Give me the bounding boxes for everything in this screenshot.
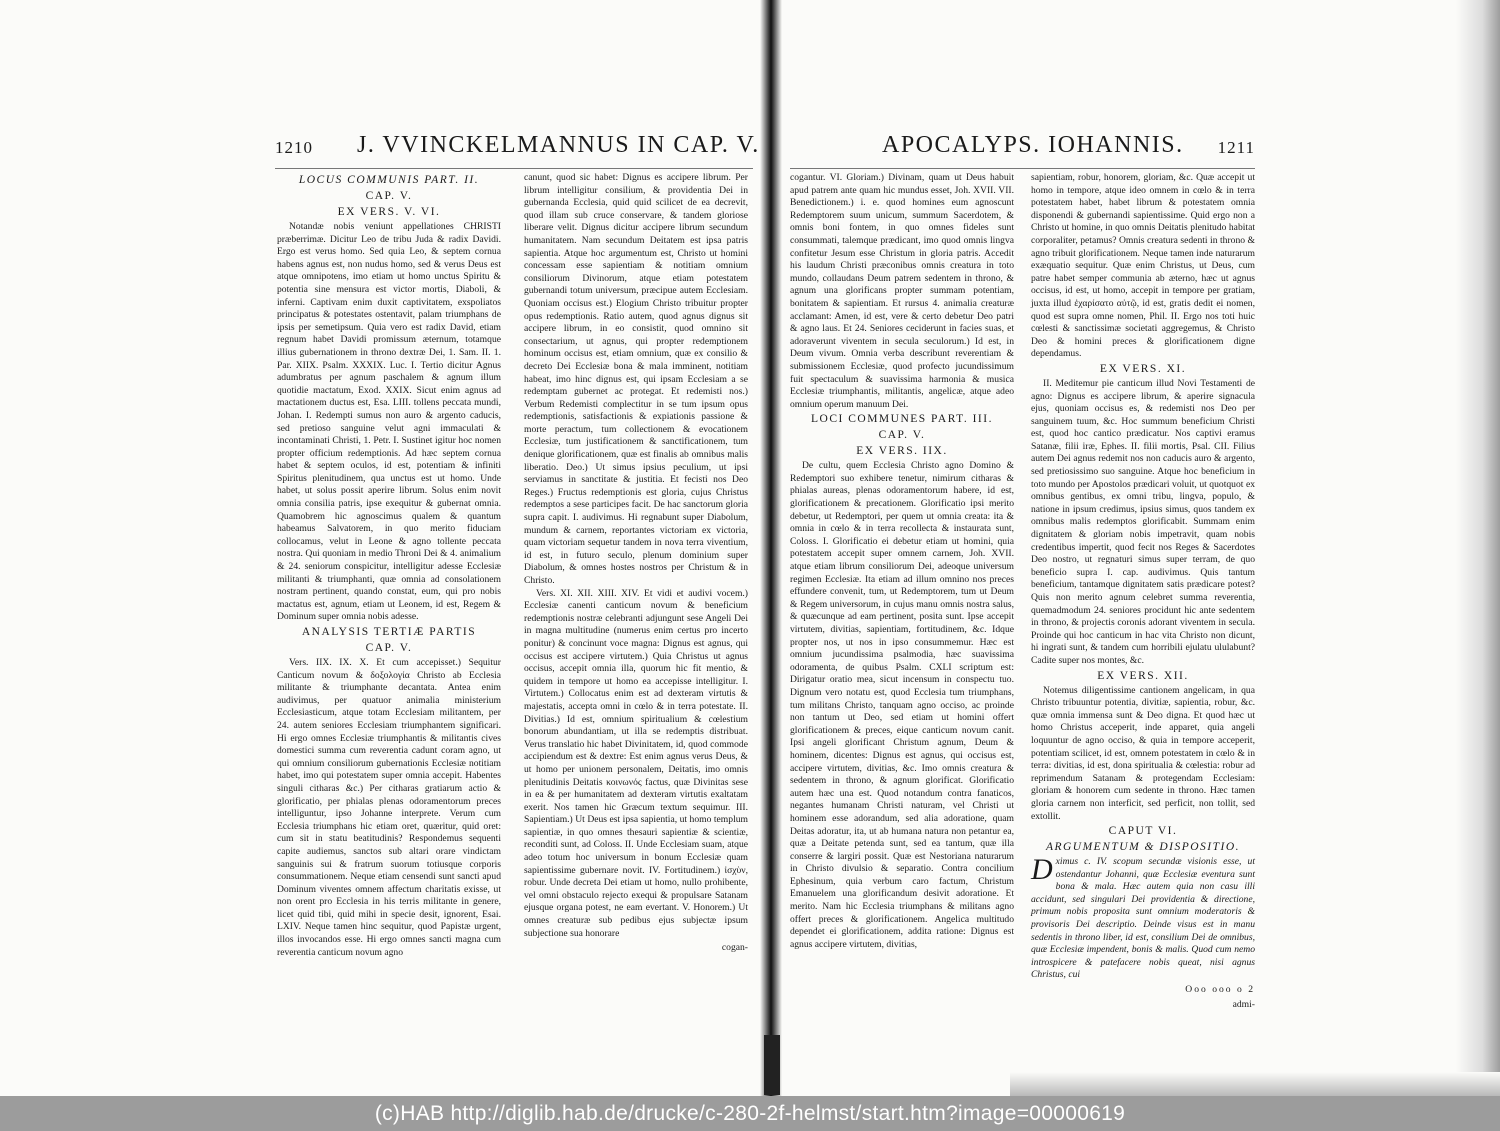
body-paragraph bbox=[790, 172, 1014, 411]
catchword: admi- bbox=[1232, 998, 1255, 1010]
left-page-header bbox=[275, 132, 760, 169]
paragraph-text: Vers. XI. XII. XIII. XIV. Et vidi et audivi vocem.) Ecclesiæ canenti canticum novum & beneficium redemptionis nostræ celebranti adjungunt sese Angeli Dei in magna multitudine (numerus enim certus pro incerto ponitur) & concinunt voce magna: Dignus est agnus, qui occisus est accipere virtutem.) Quia Christus ut agnus occisus, accepit omnia illa, quorum hic fit mentio, & quidem in tempore ut homo ea accepisse intelligitur. I. Virtutem.) Collocatus enim est ad dexteram virtutis & majestatis, accepta omni in cœlo & in terra potestate. II. Divitias.) Id est, omnium spiritualium & cœlestium bonorum abundantiam, ut illa se redemptis distribuat. Verus translatio hic habet Divinitatem, id, quod commode accipiendum est & dextre: Est enim agnus verus Deus, & ut homo per unionem personalem, Deitatis, imo omnis plenitudinis Deitatis κοινωνός factus, quæ Divinitas sese in ea & per humanitatem ad dexteram virtutis exaltatam exerit. Nos tamen hic Græcum textum sequimur. III. Sapientiam.) Ut Deus est ipsa sapientia, ut homo templum sapientiæ, in quo omnes thesauri sapientiæ & scientiæ, reconditi sunt, ad Coloss. II. Unde Ecclesiam suam, atque adeo totum hoc universum in bonum Ecclesiæ quam sapientissime gubernare novit. IV. Fortitudinem.) ἰσχὺν, robur. Unde decreta Dei etiam ut homo, nullo prohibente, vel omni obstaculo rejecto exequi & propulsare Satanam ejusque organa potest, ne eam evertant. V. Honorem.) Ut omnes creaturæ sub pedibus ejus subjectæ ipsum subjectione sua honorare bbox=[524, 587, 748, 939]
left-running-head: J. VVINCKELMANNUS IN CAP. V. bbox=[357, 132, 760, 158]
section-heading: CAP. V. bbox=[365, 190, 413, 202]
paragraph-text: sapientiam, robur, honorem, gloriam, &c. Quæ accepit ut homo in tempore, atque ideo omnem in cœlo & in terra potestatem habet, habet librum & potestatem omnia disponendi & gubernandi sapientissime. Quid ergo non a Christo ut homine, in quo omnis Deitatis plenitudo habitat corporaliter, petamus? Omnis creatura sedenti in throno & agno tribuit glorificationem. Neque tamen inde naturarum exæquatio sequitur. Quæ enim Christus, ut Deus, cum patre habet semper communia ab æterno, hæc ut agnus occisus, id est, ut homo, accepit in tempore per gratiam, juxta illud ἐχαρίσατο αὐτῷ, id est, gratis dedit ei nomen, quod est supra omne nomen, Phil. II. Ergo nos toti huic cœlesti & sanctissimæ societati aggregemus, & Christo Deo & homini preces & glorificationem digne dependamus. bbox=[1031, 172, 1255, 360]
left-page bbox=[275, 0, 760, 1096]
body-paragraph bbox=[524, 588, 748, 941]
gutter-binding-shadow bbox=[764, 1035, 780, 1095]
section-heading: ANALYSIS TERTIÆ PARTIS bbox=[301, 626, 477, 638]
paragraph-text: Notandæ nobis veniunt appellationes CHRISTI præberrimæ. Dicitur Leo de tribu Juda & radix Davidi. Ergo est verus homo. Sed quia Leo, & septem cornua habens agnus est, non nudus homo, sed & verus Deus est atque omnipotens, imo etiam ut homo unctus Spiritu & potentia sine mensura est victor mortis, Diaboli, & inferni. Captivam enim duxit captivitatem, exspoliatos principatus & potestates ostentavit, palam triumphans de ipsis per semetipsum. Quia vero est radix David, etiam regnum habet Davidi promissum æternum, totamque illius gubernationem in throno dextræ Dei, 1. Sam. II. 1. Par. XIIX. Psalm. XXXIX. Luc. I. Tertio dicitur Agnus adumbratus per agnum paschalem & agnum illum quotidie mactatum, Exod. XXIX. Sicut enim agnus ad mactationem ductus est, Esa. LIII. tollens peccata mundi, Johan. I. Redempti sumus non auro & argento caducis, sed pretioso sanguine velut agni immaculati & incontaminati Christi, 1. Petr. I. Sustinet igitur hoc nomen propter officium redemptionis. Ad hæc septem cornua habet & septem oculos, id est, potentiam & infiniti Spiritus plenitudinem, qua unctus est ut homo. Unde habet, ut solus possit aperire librum. Solus enim novit omnia consilia patris, ipse exequitur & gubernat omnia. Quamobrem hic agnoscimus qualem & quantum habeamus Salvatorem, in quo merito fiduciam collocamus, velut in Leone & agno tollente peccata nostra. Qui quoniam in medio Throni Dei & 4. animalium & 24. seniorum conspicitur, intelligitur adesse Ecclesiæ militanti & triumphanti, quæ omnia ad consolationem nostram pertinent, quando constat, eum, qui pro nobis mactatus est, agnum, etiam ut Leonem, id est, Regem & Dominum super omnia nobis adesse. bbox=[277, 221, 501, 623]
paragraph-text: De cultu, quem Ecclesia Christo agno Domino & Redemptori suo exhibere tenetur, nimirum citharas & phialas aureas, plenas odoramentorum habere, id est, glorificationem & precationem. Glorificatio ipsi merito debetur, ut Redemptori, per quem ut omnia creata: ita & omnia in cœlo & in terra recollecta & instaurata sunt, Coloss. I. Glorificatio ei debetur etiam ut homini, quia potestatem accepit super omnem carnem, Joh. XVII. atque etiam librum consiliorum Dei, adeoque universum regimen Ecclesiæ. Ita etiam ad illum omnino nos preces effundere convenit, tum, ut Redemptorem, tum ut Deum & Regem universorum, in cujus manu omnis nostra salus, & quæcunque ad eam pertinent, posita sunt. Ipse accepit virtutem, divitias, sapientiam, fortitudinem, &c. Idque propter nos, ut nos in ipso consummemur. Hæc est omnium jucundissima psalmodia, hæc suavissima odoramenta, de quibus Psalm. CXLI scriptum est: Dirigatur oratio mea, sicut incensum in conspectu tuo. Dignum vero notatu est, quod Ecclesia tum triumphans, tum militans Christo, tanquam agno occiso, ac proinde non tantum ut Deo, sed etiam ut homini offert glorificationem & preces, eique canticum novum canit. Ipsi angeli glorificant Christum agnum, Deum & hominem, dicentes: Dignus est agnus, qui occisus est, accipere virtutem, divitias, &c. Imo omnis creatura & sedentem in throno, & agnum glorificat. Glorificatio autem hæc una est. Quod notandum contra fanaticos, negantes humanam Christi naturam, vel Christi ut hominem esse adorandum, sed alia adoratione, quam Deitas adoratur, ita, ut ab humana natura non petantur ea, quæ a Deitate petenda sunt, sed ea tantum, quæ illa conserre & largiri possit. Quæ est Nestoriana naturarum in Christo divulsio & separatio. Contra concilium Ephesinum, quia verbum caro factum, Christum Emanuelem una glorificandum desivit adoratione. Et merito. Nam hic Ecclesia triumphans & militans agno offert preces & glorificationem. Angelica multitudo dependet ei glorificationem, addita ratione: Dignus est agnus accipere virtutem, divitias, bbox=[790, 460, 1014, 950]
section-heading: LOCI COMMUNES PART. III. bbox=[811, 413, 993, 426]
left-column-2 bbox=[524, 172, 748, 972]
section-heading: EX VERS. XII. bbox=[1097, 669, 1189, 682]
paragraph-text: canunt, quod sic habet: Dignus es accipere librum. Per librum intelligitur consilium, & providentia Dei in gubernanda Ecclesia, quid quid scilicet de ea decrevit, quod illam sub cruce conservare, & tandem gloriose liberare velit. Dignus dicitur accipere librum secundum humanitatem. Nam secundum Deitatem est ipsa patris sapientia. Atque hoc argumentum est, Christo ut homini concessam esse sapientiam & notitiam omnium consiliorum Divinorum, atque etiam potestatem gubernandi totum universum, præcipue autem Ecclesiam. Quoniam occisus est.) Elogium Christo tribuitur propter opus redemptionis. Ratio autem, quod agnus dignus sit accipere librum, in eo consistit, quod omnino sit consectarium, ut agnus, qui propter redemptionem hominum occisus est, etiam omnium, quæ ex consilio & decreto Dei Ecclesiæ bona & mala imminent, notitiam habeat, imo hinc dignus est, qui ipsam Ecclesiam a se redemptam gubernet ac protegat. Et redemisti nos.) Verbum Redemisti complectitur in se tum ipsum opus redemptionis, satisfactionis & expiationis passione & morte peractum, tum collectionem & evocationem Ecclesiæ, tum justificationem & sanctificationem, tum denique glorificationem, quæ est finalis ab omnibus malis liberatio. Deo.) Ut simus ipsius peculium, ut ipsi serviamus in sanctitate & justitia. Et fecisti nos Deo Reges.) Fructus redemptionis est gloria, cujus Christus redemptos a sese participes facit. De hac sanctorum gloria supra capit. I. audivimus. Hi regnabunt super Diabolum, mundum & carnem, reportantes victoriam ex victoria, quam victoriam sequetur tandem in nova terra viventium, id est, in futuro seculo, plenum dominium super Diabolum, & omnes hostes nostros per Christum & in Christo. bbox=[524, 172, 748, 586]
paragraph-text: II. Meditemur pie canticum illud Novi Testamenti de agno: Dignus es accipere librum, & aperire signacula ejus, quoniam occisus es, & redemisti nos Deo per sanguinem tuum, &c. Hoc summum beneficium Christi est, quod hoc cantico prædicatur. Nos captivi eramus Satanæ, filii iræ, Ephes. II. filii mortis, Psal. CII. Filius autem Dei agnus redemit nos non caducis auro & argento, sed pretiosissimo suo sanguine. Atque hoc beneficium in toto mundo per Apostolos prædicari voluit, ut quotquot ex omnibus gentibus, ex omni tribu, lingva, populo, & natione in ipsum credimus, ipsius simus, quos tandem ex omnibus malis redemptos glorificabit. Summam enim dignitatem & gloriam nobis impetravit, quam nobis credentibus impertit, quod fecit nos Reges & Sacerdotes Deo nostro, ut regnaturi simus super terram, de quo beneficio supra I. cap. audivimus. Quis tantum beneficium, tantamque dignitatem satis prædicare potest? Quis non merito agnum celebret summa reverentia, quemadmodum 24. seniores procidunt hic ante sedentem in throno, & projectis coronis adorant viventem in secula. Proinde qui hoc canticum in hac vita Christo non dicunt, hi ingrati sunt, & tandem cum horribili ejulatu ululabunt? Cadite super nos montes, &c. bbox=[1031, 377, 1255, 666]
copyright-footer bbox=[0, 1096, 1500, 1131]
left-folio: 1210 bbox=[275, 138, 313, 157]
body-paragraph bbox=[1031, 685, 1255, 824]
body-paragraph bbox=[1031, 378, 1255, 668]
body-paragraph bbox=[1031, 853, 1255, 982]
section-heading: CAP. V. bbox=[878, 429, 926, 442]
left-column-1 bbox=[277, 172, 501, 972]
section-heading: CAPUT VI. bbox=[1108, 825, 1178, 838]
section-heading: EX VERS. XI. bbox=[1099, 362, 1187, 375]
right-page-header bbox=[790, 132, 1255, 169]
body-paragraph bbox=[524, 172, 748, 588]
body-paragraph bbox=[790, 460, 1014, 951]
catchword: cogan- bbox=[721, 942, 748, 954]
book-gutter bbox=[760, 0, 782, 1096]
copyright-text: (c)HAB http://diglib.hab.de/drucke/c-280-2f-helmst/start.htm?image=00000619 bbox=[374, 1102, 1126, 1125]
body-paragraph bbox=[277, 221, 501, 624]
signature-mark: Ooo ooo o 2 bbox=[1185, 984, 1255, 996]
section-heading: LOCUS COMMUNIS PART. II. bbox=[298, 174, 480, 186]
section-heading: EX VERS. IIX. bbox=[856, 445, 948, 458]
paragraph-text: Vers. IIX. IX. X. Et cum accepisset.) Sequitur Canticum novum & δοξολογία Christo ab Ecclesia militante & triumphante decantata. Antea enim audivimus, per quatuor animalia ministerium Ecclesiasticum, atque totam Ecclesiam militantem, per 24. autem seniores Ecclesiam triumphantem significari. Hi ergo omnes Ecclesiæ triumphantis & militantis cives domestici summa cum reverentia cadunt coram agno, ut qui omnium consiliorum gubernationis Ecclesiæ notitiam habet, imo qui potestatem super omnia accepit. Habentes singuli citharas &c.) Per citharas gratiarum actio & glorificatio, per phialas plenas odoramentorum preces intelliguntur, ipso Johanne interprete. Verum cum Ecclesia triumphans hic etiam oret, quæritur, quid oret: cum sit in statu beatitudinis? Respondemus sequenti capite audiemus, sanctos sub altari orare vindictam sanguinis sui & fratrum suorum totiusque corporis consummationem. Neque etiam censendi sunt sancti apud Dominum viventes omnem affectum charitatis exisse, ut non orent pro Ecclesia in his terris militante in genere, licet quid tibi, quid mihi in specie desit, ignorent, Esai. LXIV. Neque tamen hinc sequitur, quod Papistæ urgent, illos invocandos esse. Hi ergo omnes sancti magna cum reverentia canticum novum agno bbox=[277, 657, 501, 958]
page-edge-shadow bbox=[1456, 0, 1500, 1096]
section-heading: EX VERS. V. VI. bbox=[337, 206, 441, 218]
right-column-1 bbox=[790, 172, 1014, 972]
drop-capital: D bbox=[1031, 853, 1053, 887]
right-folio: 1211 bbox=[1217, 138, 1255, 157]
paragraph-text: cogantur. VI. Gloriam.) Divinam, quam ut Deus habuit apud patrem ante quam hic mundus esset, Joh. XVII. VII. Benedictionem.) i. e. quod homines eum agnoscunt Redemptorem suum unicum, summum Sacerdotem, & omnis boni fontem, in quo omnes fideles sunt consummati, talemque prædicant, imo quod omnis lingva confitetur Jesum esse Christum in gloria patris. Accedit his laudum Christi præconibus omnis creatura in toto mundo, collaudans Deum patrem sedentem in throno, & agnum una glorificans propter summam potentiam, bonitatem & sapientiam. Et rursus 4. animalia creaturæ acclamant: Amen, id est, vere & certo debetur Deo patri & agno laus. Et 24. Seniores ceciderunt in facies suas, et adoraverunt viventem in secula seculorum.) Id est, in Deum vivum. Omnia verba describunt reverentiam & submissionem Ecclesiæ, quod profecto jucundissimum fuit spectaculum & suavissima harmonia & musica Ecclesiæ triumphantis, militantis, angelicæ, atque adeo omnium operum manuum Dei. bbox=[790, 172, 1014, 410]
right-running-head: APOCALYPS. IOHANNIS. bbox=[882, 132, 1184, 158]
paragraph-text: Notemus diligentissime cantionem angelicam, in qua Christo tribuuntur potentia, divitiæ, sapientia, robur, &c. quæ omnia immensa sunt & Deo digna. Et quod hæc ut homo Christus acceperit, inde apparet, quia angeli loquuntur de agno occiso, & quia in tempore acceperit, potentiam scilicet, id est, omnem potestatem in cœlo & in terra: divitias, id est, dona spiritualia & cœlestia: robur ad reprimendum Satanam & protegendam Ecclesiam: gloriam & honorem cum sedente in throno. Hæc tamen gloria carnem non interficit, sed perficit, non tollit, sed extollit. bbox=[1031, 684, 1255, 822]
section-heading: ARGUMENTUM & DISPOSITIO. bbox=[1045, 841, 1241, 854]
right-column-2 bbox=[1031, 172, 1255, 1010]
body-paragraph bbox=[1031, 172, 1255, 361]
section-heading: CAP. V. bbox=[365, 642, 413, 654]
body-paragraph bbox=[277, 657, 501, 959]
right-page bbox=[790, 0, 1255, 1096]
paragraph-text: ximus c. IV. scopum secundæ visionis esse, ut ostendantur Johanni, quæ Ecclesiæ eventura sunt bona & mala. Hæc autem quia non casu illi accidunt, sed singulari Dei providentia & directione, primum nobis proposita sunt omnium moderatoris & provisoris Dei descriptio. Deinde visus est in manu sedentis in throno liber, id est, consilium Dei de omnibus, quæ Ecclesiæ impendent, bonis & malis. Quod cum nemo introspicere & patefacere nobis queat, nisi agnus Christus, cui bbox=[1031, 856, 1255, 981]
